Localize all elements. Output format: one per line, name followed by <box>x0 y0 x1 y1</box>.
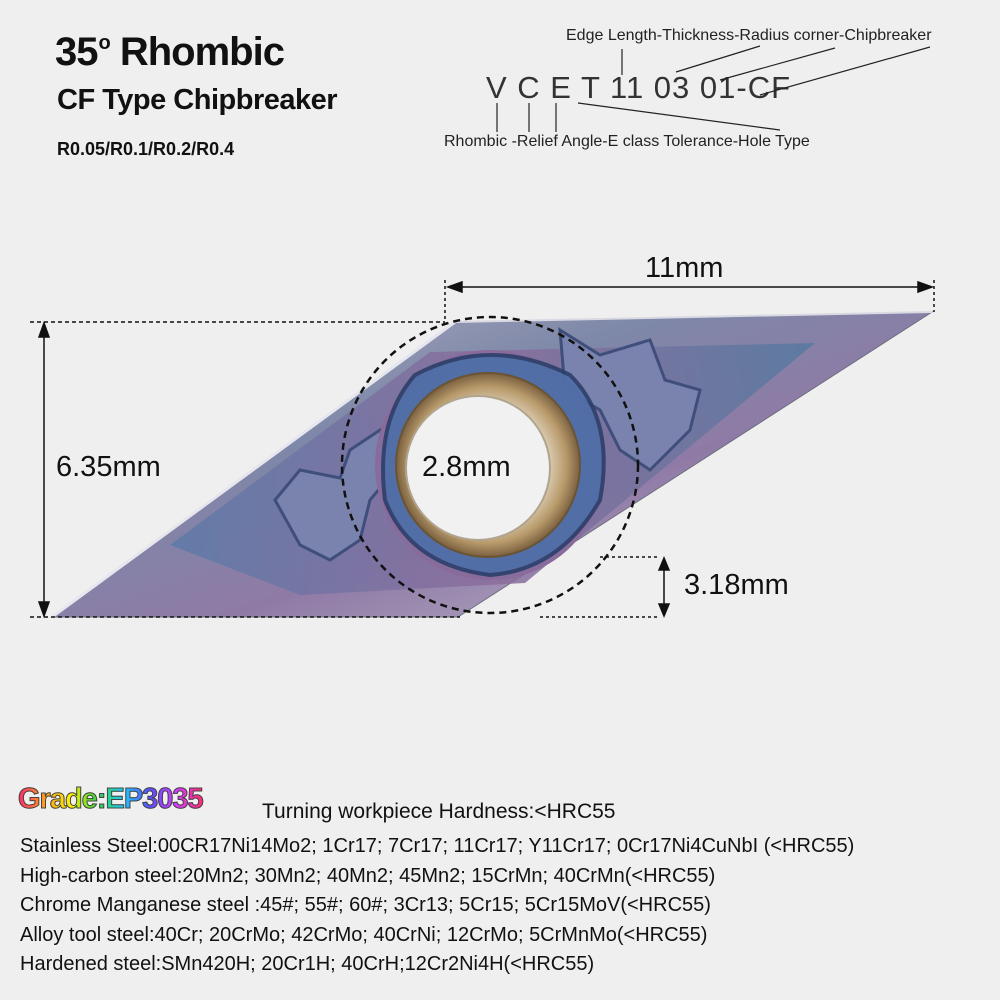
insert-designation: V C E T 11 03 01-CF <box>486 70 792 105</box>
code-top-legend: Edge Length-Thickness-Radius corner-Chipbreaker <box>566 27 932 44</box>
degree-mark: o <box>98 32 110 54</box>
title-number: 35 <box>55 30 98 74</box>
materials-list <box>20 832 854 980</box>
material-line-high-carbon: High-carbon steel:20Mn2; 30Mn2; 40Mn2; 45Mn2; 15CrMn; 40CrMn(<HRC55) <box>20 864 716 887</box>
thickness-label: 3.18mm <box>684 569 789 601</box>
radius-options: R0.05/R0.1/R0.2/R0.4 <box>57 139 235 159</box>
hardness-text: Turning workpiece Hardness:<HRC55 <box>262 800 616 823</box>
hole-diameter-label: 2.8mm <box>422 451 511 483</box>
thickness-dimension <box>540 557 669 617</box>
material-line-alloy-tool: Alloy tool steel:40Cr; 20CrMo; 42CrMo; 40CrNi; 12CrMo; 5CrMnMo(<HRC55) <box>20 923 708 946</box>
material-line-stainless: Stainless Steel:00CR17Ni14Mo2; 1Cr17; 7Cr17; 11Cr17; Y11Cr17; 0Cr17Ni4CuNbI (<HRC55) <box>20 835 855 857</box>
width-label: 6.35mm <box>56 451 161 483</box>
length-label: 11mm <box>645 252 724 284</box>
material-line-hardened: Hardened steel:SMn420H; 20Cr1H; 40CrH;12Cr2Ni4H(<HRC55) <box>20 953 595 975</box>
code-bottom-legend: Rhombic -Relief Angle-E class Tolerance-Hole Type <box>444 133 810 150</box>
title-suffix: Rhombic <box>119 30 284 74</box>
code-callout-lines <box>497 46 930 132</box>
grade-label: Grade:EP3035 <box>18 783 203 815</box>
material-line-chrome-manganese: Chrome Manganese steel :45#; 55#; 60#; 3Cr13; 5Cr15; 5Cr15MoV(<HRC55) <box>20 894 711 916</box>
page-subtitle: CF Type Chipbreaker <box>57 84 338 116</box>
